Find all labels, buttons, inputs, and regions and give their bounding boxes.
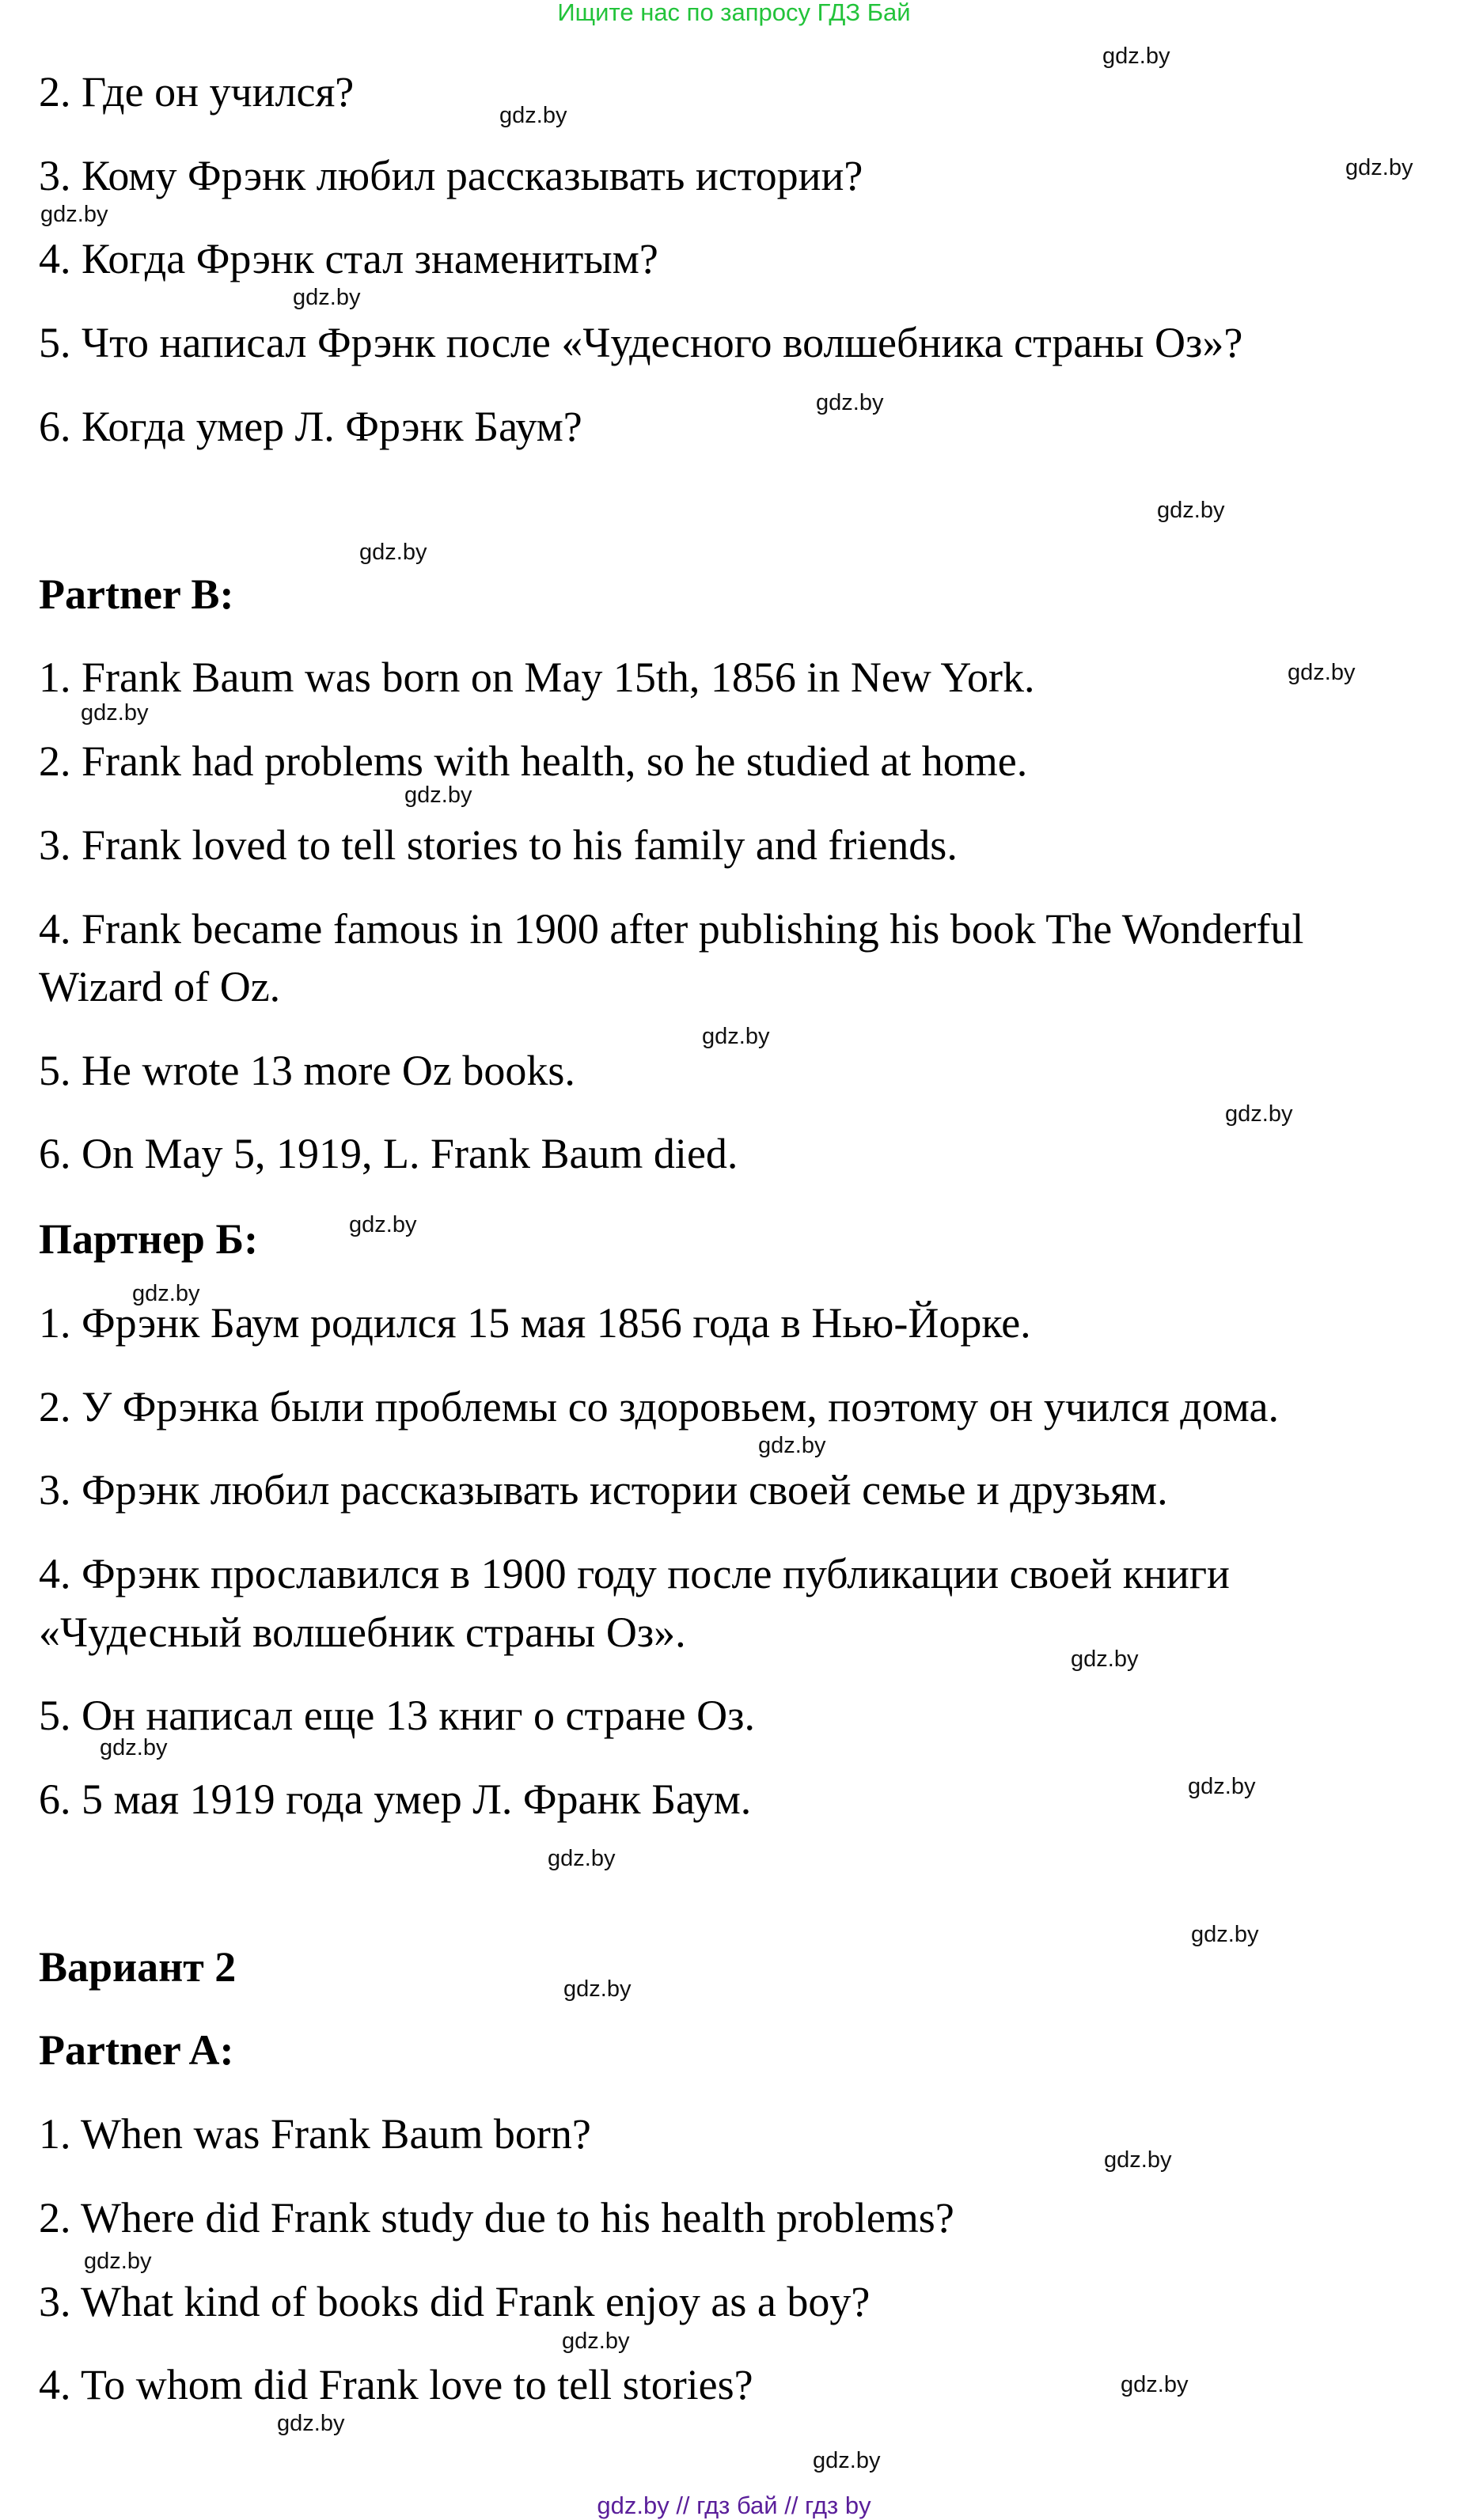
watermark: gdz.by (349, 1212, 417, 1237)
watermark: gdz.by (1345, 155, 1413, 180)
question-line: 4. Когда Фрэнк стал знаменитым? (39, 235, 658, 282)
question-line: 3. What kind of books did Frank enjoy as a boy? (39, 2278, 871, 2325)
watermark: gdz.by (84, 2249, 152, 2274)
answer-line: 5. Он написал еще 13 книг о стране Оз. (39, 1692, 755, 1739)
watermark: gdz.by (813, 2448, 881, 2473)
question-line: 3. Кому Фрэнк любил рассказывать истории? (39, 152, 863, 199)
partner-a-heading: Partner A: (39, 2026, 234, 2074)
watermark: gdz.by (1121, 2372, 1189, 2397)
answer-line: 4. Фрэнк прославился в 1900 году после публикации своей книги (39, 1550, 1230, 1597)
watermark: gdz.by (293, 285, 361, 310)
watermark: gdz.by (563, 1976, 632, 2002)
watermark: gdz.by (100, 1735, 168, 1760)
answer-line: 2. У Фрэнка были проблемы со здоровьем, поэтому он учился дома. (39, 1383, 1279, 1431)
watermark: gdz.by (1157, 498, 1225, 523)
watermark: gdz.by (277, 2411, 345, 2436)
partner-b-ru-heading: Партнер Б: (39, 1215, 259, 1263)
answer-line: Wizard of Oz. (39, 963, 281, 1010)
watermark: gdz.by (1188, 1774, 1256, 1799)
watermark: gdz.by (132, 1281, 200, 1306)
watermark: gdz.by (359, 540, 427, 565)
answer-line: 3. Фрэнк любил рассказывать истории своей семье и друзьям. (39, 1466, 1168, 1514)
header-banner[interactable]: Ищите нас по запросу ГДЗ Бай (557, 0, 911, 26)
watermark: gdz.by (816, 390, 884, 415)
answer-line: 2. Frank had problems with health, so he studied at home. (39, 737, 1028, 785)
watermark: gdz.by (40, 202, 108, 227)
watermark: gdz.by (81, 700, 149, 726)
watermark: gdz.by (1225, 1101, 1293, 1127)
watermark: gdz.by (404, 783, 472, 808)
question-line: 4. To whom did Frank love to tell stories? (39, 2361, 753, 2408)
question-line: 1. When was Frank Baum born? (39, 2110, 591, 2158)
watermark: gdz.by (548, 1846, 616, 1871)
watermark: gdz.by (1288, 660, 1356, 685)
answer-line: «Чудесный волшебник страны Оз». (39, 1609, 686, 1656)
variant-2-heading: Вариант 2 (39, 1943, 237, 1991)
watermark: gdz.by (499, 103, 567, 128)
answer-line: 1. Frank Baum was born on May 15th, 1856 in New York. (39, 654, 1035, 701)
watermark: gdz.by (702, 1024, 770, 1049)
answer-line: 6. On May 5, 1919, L. Frank Baum died. (39, 1130, 738, 1177)
watermark: gdz.by (1071, 1647, 1139, 1672)
question-line: 6. Когда умер Л. Фрэнк Баум? (39, 403, 582, 450)
watermark: gdz.by (1102, 44, 1170, 69)
watermark: gdz.by (1191, 1922, 1259, 1947)
watermark: gdz.by (758, 1433, 826, 1458)
watermark: gdz.by (562, 2329, 630, 2354)
answer-line: 3. Frank loved to tell stories to his family and friends. (39, 821, 958, 869)
answer-line: 1. Фрэнк Баум родился 15 мая 1856 года в Нью-Йорке. (39, 1299, 1031, 1347)
answer-line: 5. He wrote 13 more Oz books. (39, 1047, 575, 1094)
question-line: 2. Где он учился? (39, 68, 355, 116)
question-line: 5. Что написал Фрэнк после «Чудесного волшебника страны Оз»? (39, 319, 1243, 366)
question-line: 2. Where did Frank study due to his health problems? (39, 2194, 954, 2241)
answer-line: 6. 5 мая 1919 года умер Л. Франк Баум. (39, 1775, 752, 1823)
watermark: gdz.by (1104, 2147, 1172, 2173)
footer-banner[interactable]: gdz.by // гдз бай // гдз by (597, 2492, 871, 2519)
partner-b-heading: Partner B: (39, 570, 234, 618)
answer-line: 4. Frank became famous in 1900 after publishing his book The Wonderful (39, 905, 1304, 953)
